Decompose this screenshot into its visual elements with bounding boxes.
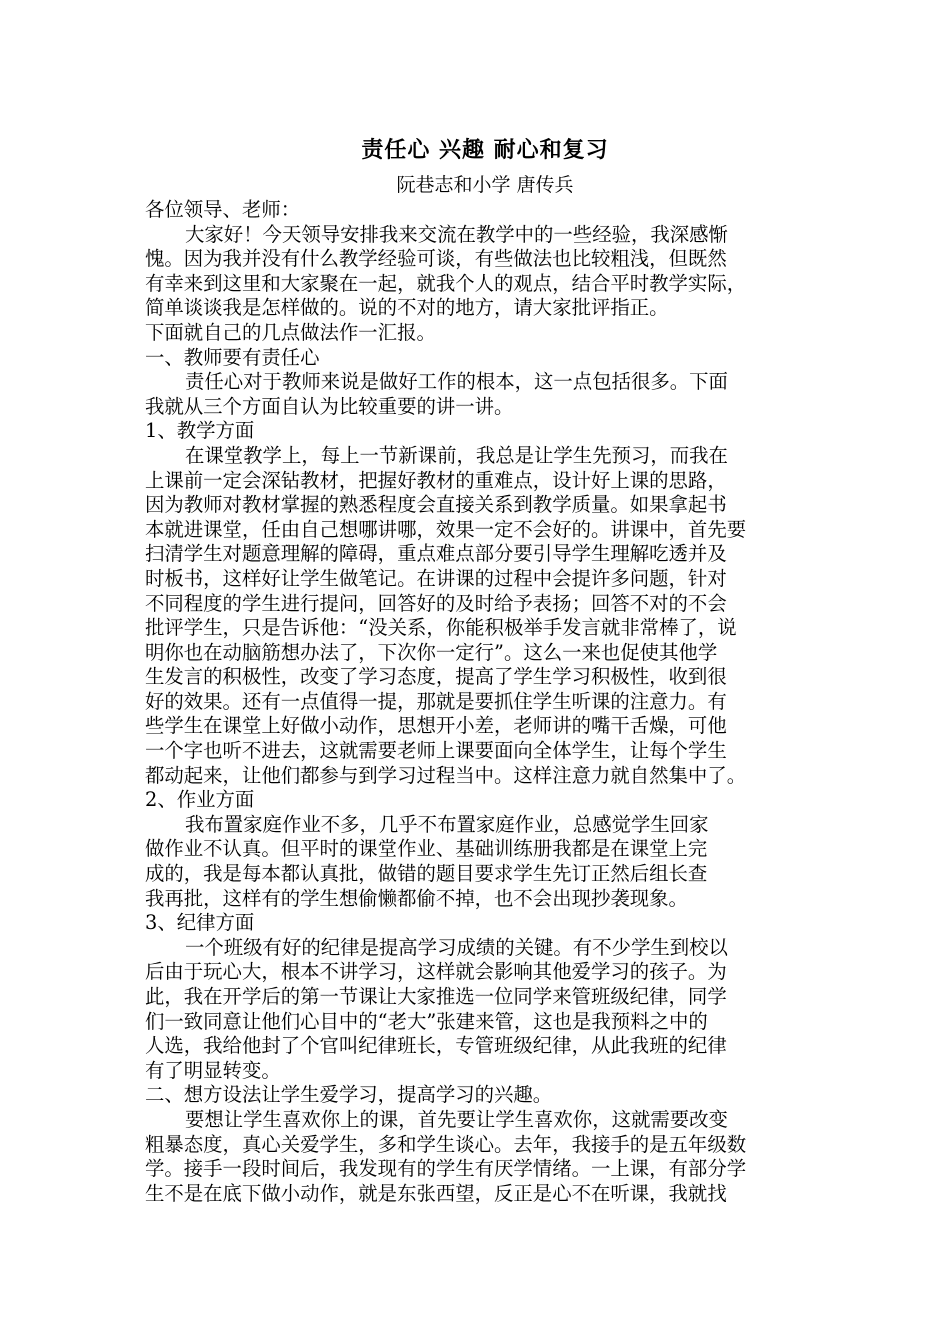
text-line: 时板书，这样好让学生做笔记。在讲课的过程中会提许多问题，针对 [145, 566, 727, 590]
document-author: 阮巷志和小学 唐传兵 [396, 174, 574, 196]
text-line: 我再批，这样有的学生想偷懒都偷不掉，也不会出现抄袭现象。 [145, 886, 688, 910]
text-line: 明你也在动脑筋想办法了，下次你一定行”。这么一来也促使其他学 [145, 640, 718, 664]
text-line: 简单谈谈我是怎样做的。说的不对的地方，请大家批评指正。 [145, 296, 669, 320]
text-line: 本就进课堂，任由自己想哪讲哪，效果一定不会好的。讲课中，首先要 [145, 517, 747, 541]
document-title: 责任心 兴趣 耐心和复习 [361, 137, 609, 163]
text-line: 一、教师要有责任心 [145, 345, 320, 369]
text-line: 们一致同意让他们心目中的“老大”张建来管，这也是我预料之中的 [145, 1009, 708, 1033]
text-line: 做作业不认真。但平时的课堂作业、基础训练册我都是在课堂上完 [145, 837, 708, 861]
body-text [145, 198, 825, 1206]
text-line: 些学生在课堂上好做小动作，思想开小差，老师讲的嘴干舌燥，可他 [145, 714, 727, 738]
text-line: 3、纪律方面 [145, 911, 255, 935]
text-line: 学。接手一段时间后，我发现有的学生有厌学情绪。一上课，有部分学 [145, 1157, 747, 1181]
text-line: 人选，我给他封了个官叫纪律班长，专管班级纪律，从此我班的纪律 [145, 1034, 727, 1058]
text-line: 有了明显转变。 [145, 1058, 281, 1082]
text-line: 后由于玩心大，根本不讲学习，这样就会影响其他爱学习的孩子。为 [145, 960, 727, 984]
text-line: 成的，我是每本都认真批，做错的题目要求学生先订正然后组长查 [145, 862, 708, 886]
text-line: 要想让学生喜欢你上的课，首先要让学生喜欢你，这就需要改变 [185, 1107, 728, 1131]
text-line: 粗暴态度，真心关爱学生，多和学生谈心。去年，我接手的是五年级数 [145, 1132, 747, 1156]
text-line: 在课堂教学上，每上一节新课前，我总是让学生先预习，而我在 [185, 443, 728, 467]
text-line: 上课前一定会深钻教材，把握好教材的重难点，设计好上课的思路， [145, 468, 727, 492]
text-line: 大家好！今天领导安排我来交流在教学中的一些经验，我深感惭 [185, 222, 728, 246]
document-body [145, 136, 825, 1206]
text-line: 一个班级有好的纪律是提高学习成绩的关键。有不少学生到校以 [185, 935, 728, 959]
text-line: 一个字也听不进去，这就需要老师上课要面向全体学生，让每个学生 [145, 739, 727, 763]
text-line: 好的效果。还有一点值得一提，那就是要抓住学生听课的注意力。有 [145, 689, 727, 713]
text-line: 下面就自己的几点做法作一汇报。 [145, 320, 436, 344]
text-line: 不同程度的学生进行提问，回答好的及时给予表扬；回答不对的不会 [145, 591, 727, 615]
text-line: 我布置家庭作业不多，几乎不布置家庭作业，总感觉学生回家 [185, 812, 709, 836]
text-line: 1、教学方面 [145, 419, 255, 443]
text-line: 责任心对于教师来说是做好工作的根本，这一点包括很多。下面 [185, 370, 728, 394]
text-line: 我就从三个方面自认为比较重要的讲一讲。 [145, 394, 514, 418]
text-line: 二、想方设法让学生爱学习，提高学习的兴趣。 [145, 1083, 553, 1107]
text-line: 生不是在底下做小动作，就是东张西望，反正是心不在听课，我就找 [145, 1181, 727, 1205]
text-line: 2、作业方面 [145, 788, 255, 812]
text-line: 生发言的积极性，改变了学习态度，提高了学生学习积极性，收到很 [145, 665, 727, 689]
text-line: 批评学生，只是告诉他：“没关系，你能积极举手发言就非常棒了，说 [145, 616, 737, 640]
text-line: 扫清学生对题意理解的障碍，重点难点部分要引导学生理解吃透并及 [145, 542, 727, 566]
text-line: 此，我在开学后的第一节课让大家推选一位同学来管班级纪律，同学 [145, 985, 727, 1008]
text-line: 都动起来，让他们都参与到学习过程当中。这样注意力就自然集中了。 [145, 763, 747, 787]
text-line: 有幸来到这里和大家聚在一起，就我个人的观点，结合平时教学实际， [145, 271, 747, 295]
text-line: 各位领导、老师： [145, 198, 301, 221]
text-line: 愧。因为我并没有什么教学经验可谈，有些做法也比较粗浅，但既然 [145, 247, 727, 271]
text-line: 因为教师对教材掌握的熟悉程度会直接关系到教学质量。如果拿起书 [145, 493, 727, 517]
